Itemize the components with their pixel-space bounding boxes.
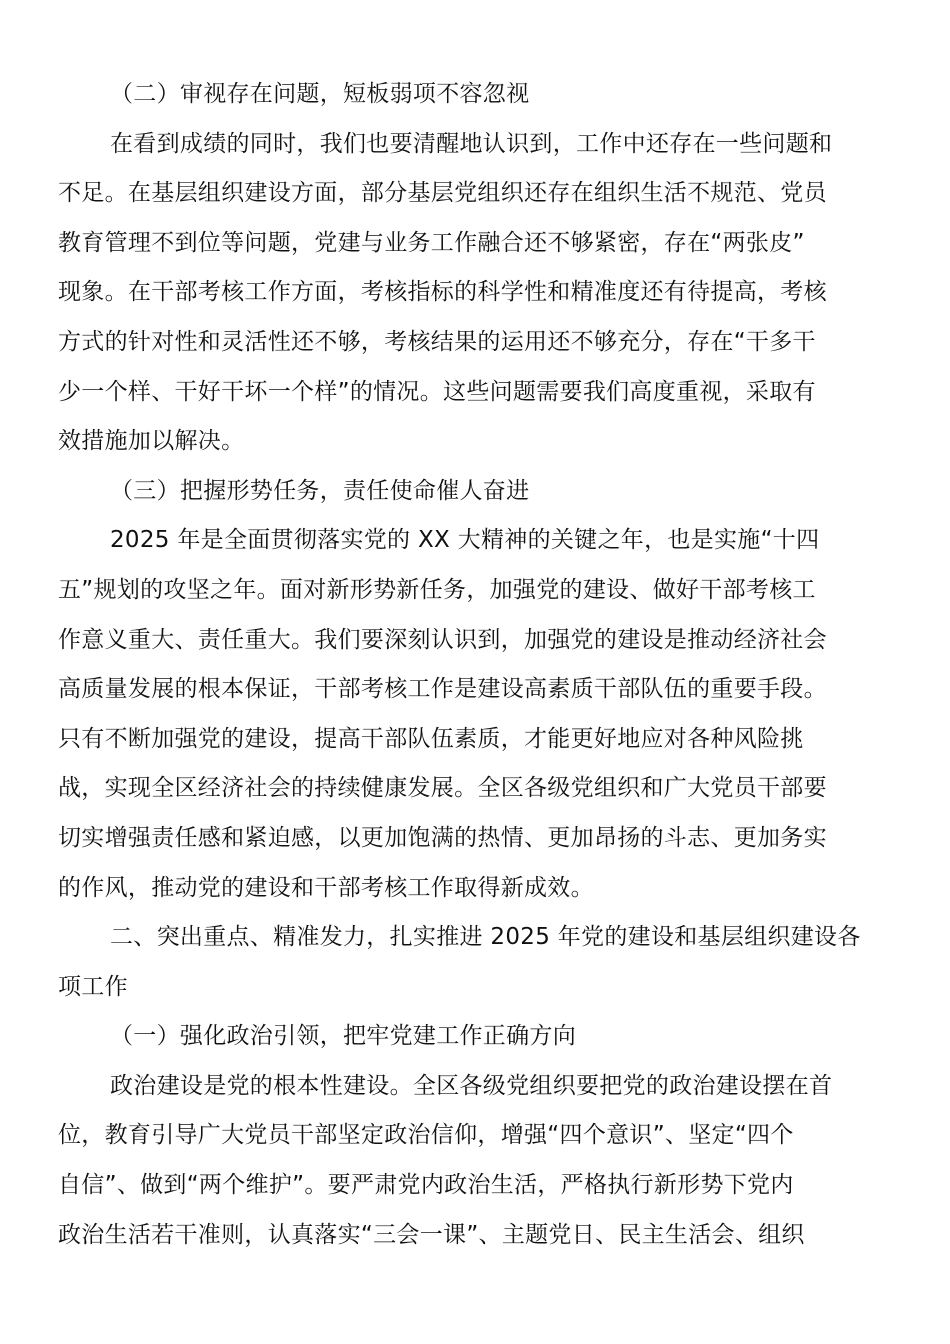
part-heading: 二、突出重点、精准发力，扎实推进 2025 年党的建设和基层组织建设各 — [110, 924, 861, 951]
paragraph-line: 政治生活若干准则，认真落实“三会一课”、主题党日、民主生活会、组织 — [58, 1221, 805, 1248]
paragraph-line: 现象。在干部考核工作方面，考核指标的科学性和精准度还有待提高，考核 — [58, 279, 827, 306]
section-heading: （一）强化政治引领，把牢党建工作正确方向 — [110, 1023, 576, 1050]
paragraph-line: 政治建设是党的根本性建设。全区各级党组织要把党的政治建设摆在首 — [110, 1072, 833, 1099]
section-heading: （二）审视存在问题，短板弱项不容忽视 — [110, 81, 530, 107]
paragraph-line: 五”规划的攻坚之年。面对新形势新任务，加强党的建设、做好干部考核工 — [58, 576, 816, 603]
paragraph-line: 2025 年是全面贯彻落实党的 XX 大精神的关键之年，也是实施“十四 — [110, 527, 820, 554]
paragraph-line: 作意义重大、责任重大。我们要深刻认识到，加强党的建设是推动经济社会 — [58, 626, 827, 653]
paragraph-line: 教育管理不到位等问题，党建与业务工作融合还不够紧密，存在“两张皮” — [58, 229, 805, 256]
part-heading-continuation: 项工作 — [58, 973, 128, 1000]
paragraph-line: 自信”、做到“两个维护”。要严肃党内政治生活，严格执行新形势下党内 — [58, 1172, 794, 1199]
paragraph-line: 方式的针对性和灵活性还不够，考核结果的运用还不够充分，存在“干多干 — [58, 328, 816, 355]
paragraph-line: 的作风，推动党的建设和干部考核工作取得新成效。 — [58, 874, 594, 901]
paragraph-line: 切实增强责任感和紧迫感，以更加饱满的热情、更加昂扬的斗志、更加务实 — [58, 824, 827, 851]
document-page — [58, 70, 876, 1260]
paragraph-line: 高质量发展的根本保证，干部考核工作是建设高素质干部队伍的重要手段。 — [58, 676, 827, 703]
paragraph-line: 少一个样、干好干坏一个样”的情况。这些问题需要我们高度重视，采取有 — [58, 378, 816, 405]
paragraph-line: 在看到成绩的同时，我们也要清醒地认识到，工作中还存在一些问题和 — [110, 130, 833, 157]
paragraph-line: 战，实现全区经济社会的持续健康发展。全区各级党组织和广大党员干部要 — [58, 775, 827, 802]
paragraph-line: 只有不断加强党的建设，提高干部队伍素质，才能更好地应对各种风险挑 — [58, 725, 804, 752]
paragraph-line: 效措施加以解决。 — [58, 428, 245, 455]
paragraph-line: 不足。在基层组织建设方面，部分基层党组织还存在组织生活不规范、党员 — [58, 180, 827, 207]
paragraph-line: 位，教育引导广大党员干部坚定政治信仰，增强“四个意识”、坚定“四个 — [58, 1122, 794, 1149]
section-heading: （三）把握形势任务，责任使命催人奋进 — [110, 477, 530, 504]
